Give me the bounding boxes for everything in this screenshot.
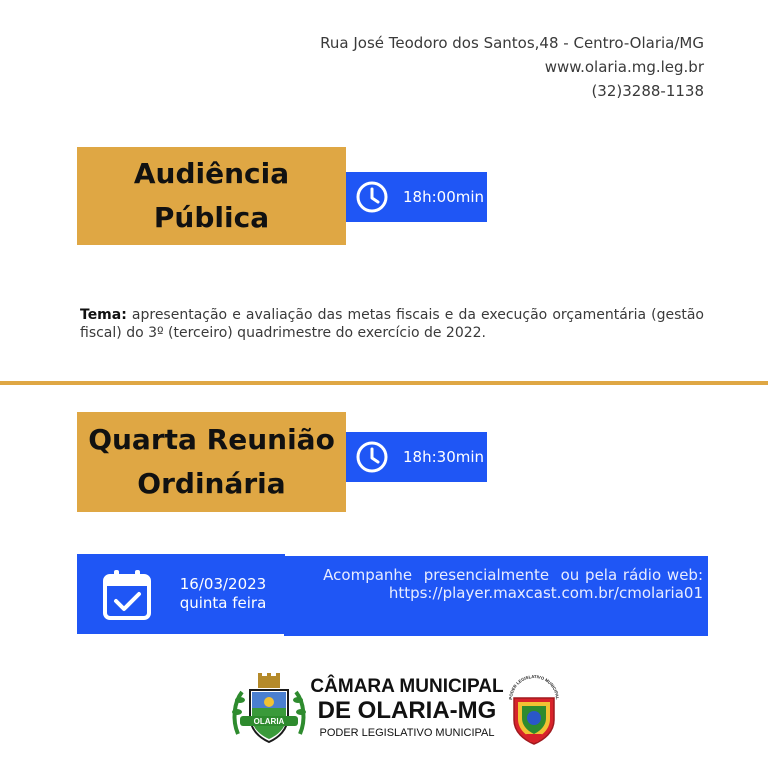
event-title-line2: Pública	[153, 201, 270, 234]
footer-line2: DE OLARIA-MG	[317, 697, 497, 724]
contact-block	[224, 31, 704, 103]
event-title-line1: Audiência	[133, 157, 290, 190]
tema-paragraph	[80, 306, 704, 342]
follow-text-block	[293, 566, 703, 602]
clock-icon	[355, 440, 389, 474]
clock-icon	[355, 180, 389, 214]
follow-message: Acompanhe presencialmente ou pela rádio web:	[323, 566, 703, 584]
event-time-text: 18h:30min	[403, 448, 485, 466]
website-link[interactable]: www.olaria.mg.leg.br	[544, 58, 704, 76]
event-time-badge	[346, 432, 487, 482]
date-text-block	[169, 575, 277, 613]
event-time-text: 18h:00min	[403, 188, 485, 206]
address-text: Rua José Teodoro dos Santos,48 - Centro-Olaria/MG	[320, 34, 704, 52]
radio-link[interactable]: https://player.maxcast.com.br/cmolaria01	[388, 584, 703, 602]
phone-text: (32)3288-1138	[591, 82, 704, 100]
date-value: 16/03/2023	[179, 575, 267, 593]
footer-logo	[222, 670, 572, 750]
footer-line1: CÂMARA MUNICIPAL	[310, 676, 504, 697]
footer-text-block	[310, 676, 504, 740]
follow-panel	[284, 556, 708, 636]
svg-text:PODER LEGISLATIVO MUNICIPAL	[508, 674, 560, 700]
section-divider	[0, 381, 768, 385]
crest-left-text: OLARIA	[253, 717, 285, 726]
weekday-value: quinta feira	[179, 594, 267, 612]
tema-label: Tema:	[80, 307, 127, 323]
event-title-line1: Quarta Reunião	[88, 423, 335, 456]
municipal-crest-icon	[228, 672, 310, 748]
footer-line3: PODER LEGISLATIVO MUNICIPAL	[319, 727, 495, 739]
legislative-seal-icon	[504, 674, 564, 746]
event-time-badge	[346, 172, 487, 222]
calendar-check-icon	[102, 568, 152, 622]
event-title-line2: Ordinária	[137, 467, 286, 500]
event-title-audiencia	[77, 147, 346, 245]
event-title-reuniao	[77, 412, 346, 512]
tema-text: apresentação e avaliação das metas fiscais e da execução orçamentária (gestão fiscal) do 3º (terceiro) quadrimestre do exercício de 2022.	[80, 307, 704, 341]
date-panel	[77, 554, 285, 634]
crest-right-text: PODER LEGISLATIVO MUNICIPAL	[507, 674, 561, 700]
